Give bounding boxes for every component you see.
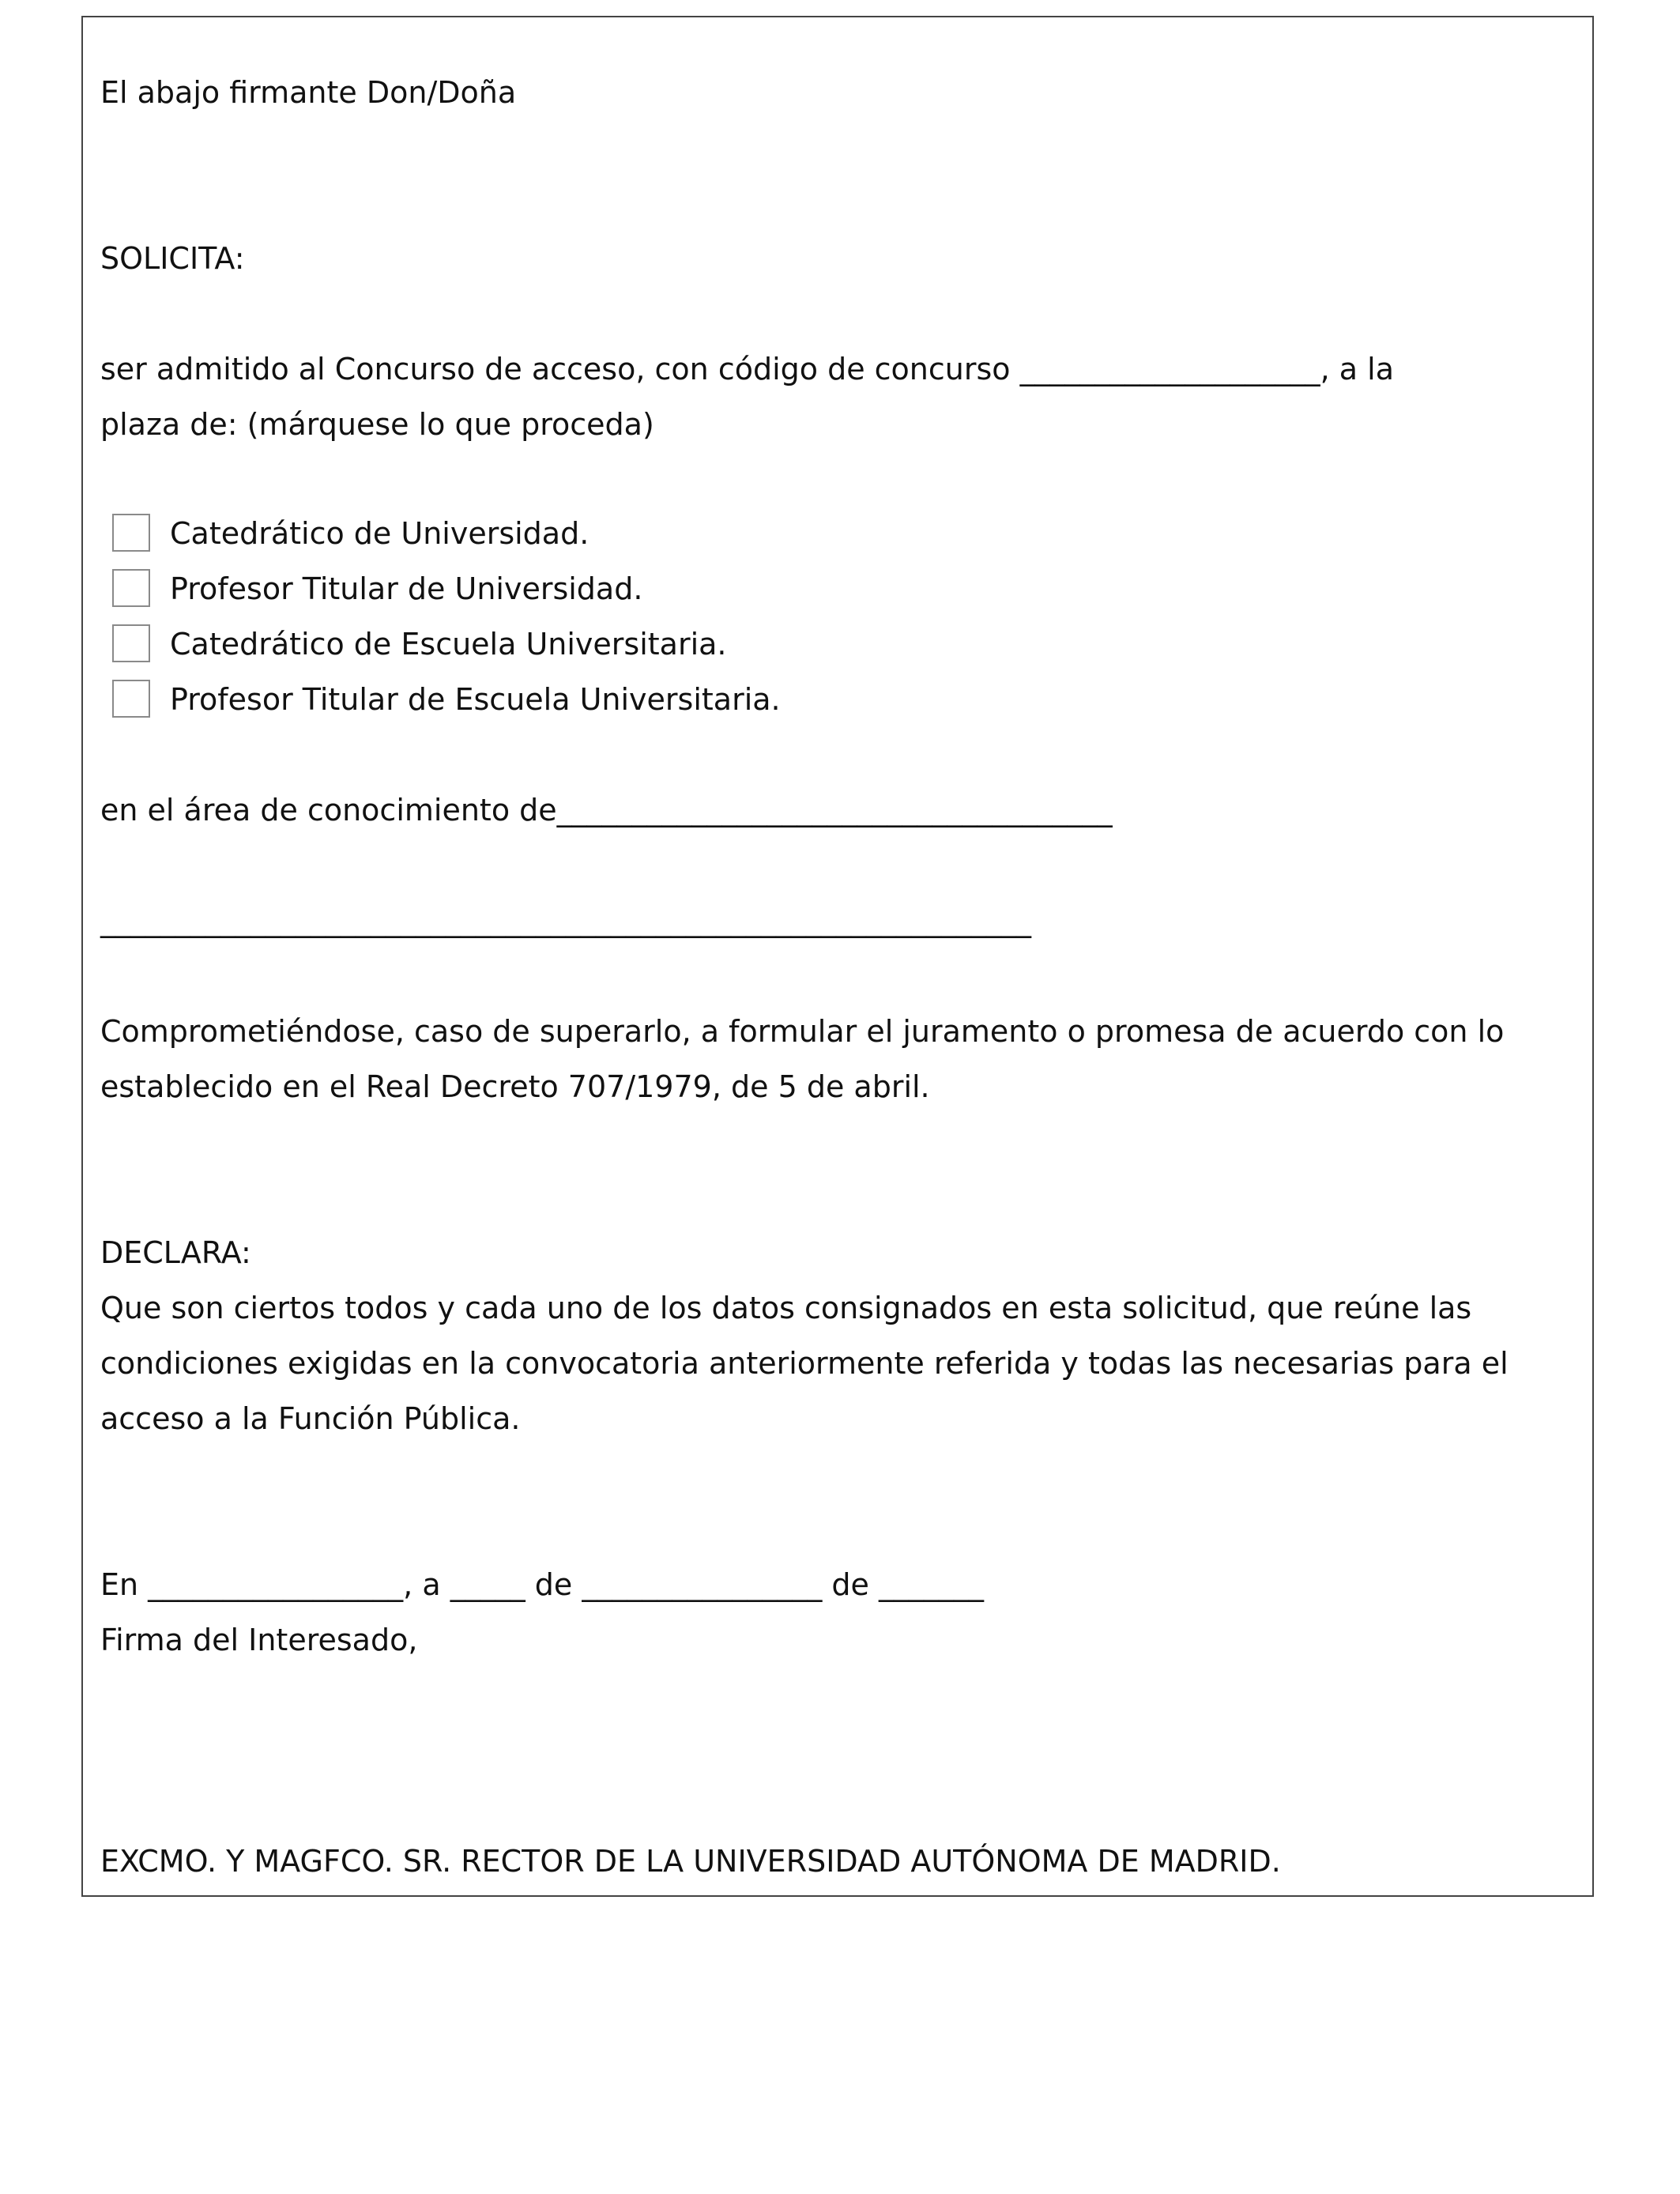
intro-text: El abajo firmante Don/Doña xyxy=(100,75,517,110)
declara-line-1: Que son ciertos todos y cada uno de los datos consignados en esta solicitud, que reúne las xyxy=(100,1291,1472,1325)
commitment-line-2: establecido en el Real Decreto 707/1979, de 5 de abril. xyxy=(100,1069,930,1104)
request-line-2: plaza de: (márquese lo que proceda) xyxy=(100,407,654,442)
solicita-heading: SOLICITA: xyxy=(100,241,245,276)
option-label-catedratico-escuela: Catedrático de Escuela Universitaria. xyxy=(170,627,727,662)
declara-heading: DECLARA: xyxy=(100,1235,251,1270)
request-line-1: ser admitido al Concurso de acceso, con código de concurso ____________________, a la xyxy=(100,352,1394,386)
checkbox-titular-escuela[interactable] xyxy=(112,680,150,718)
addressee: EXCMO. Y MAGFCO. SR. RECTOR DE LA UNIVERSIDAD AUTÓNOMA DE MADRID. xyxy=(100,1844,1281,1879)
signature-label: Firma del Interesado, xyxy=(100,1623,418,1657)
option-label-titular-escuela: Profesor Titular de Escuela Universitaria. xyxy=(170,682,781,717)
commitment-line-1: Comprometiéndose, caso de superarlo, a formular el juramento o promesa de acuerdo con lo xyxy=(100,1014,1505,1049)
checkbox-titular-universidad[interactable] xyxy=(112,569,150,607)
declara-line-2: condiciones exigidas en la convocatoria anteriormente referida y todas las necesarias para el xyxy=(100,1346,1509,1381)
area-line: en el área de conocimiento de_____________________________________ xyxy=(100,793,1113,827)
place-date-line: En _________________, a _____ de ________________ de _______ xyxy=(100,1567,985,1602)
option-label-titular-universidad: Profesor Titular de Universidad. xyxy=(170,571,643,606)
checkbox-catedratico-universidad[interactable] xyxy=(112,514,150,552)
area-blank-line: ______________________________________________________________ xyxy=(100,903,1031,938)
declara-line-3: acceso a la Función Pública. xyxy=(100,1401,521,1436)
checkbox-catedratico-escuela[interactable] xyxy=(112,624,150,662)
option-label-catedratico-universidad: Catedrático de Universidad. xyxy=(170,516,590,551)
